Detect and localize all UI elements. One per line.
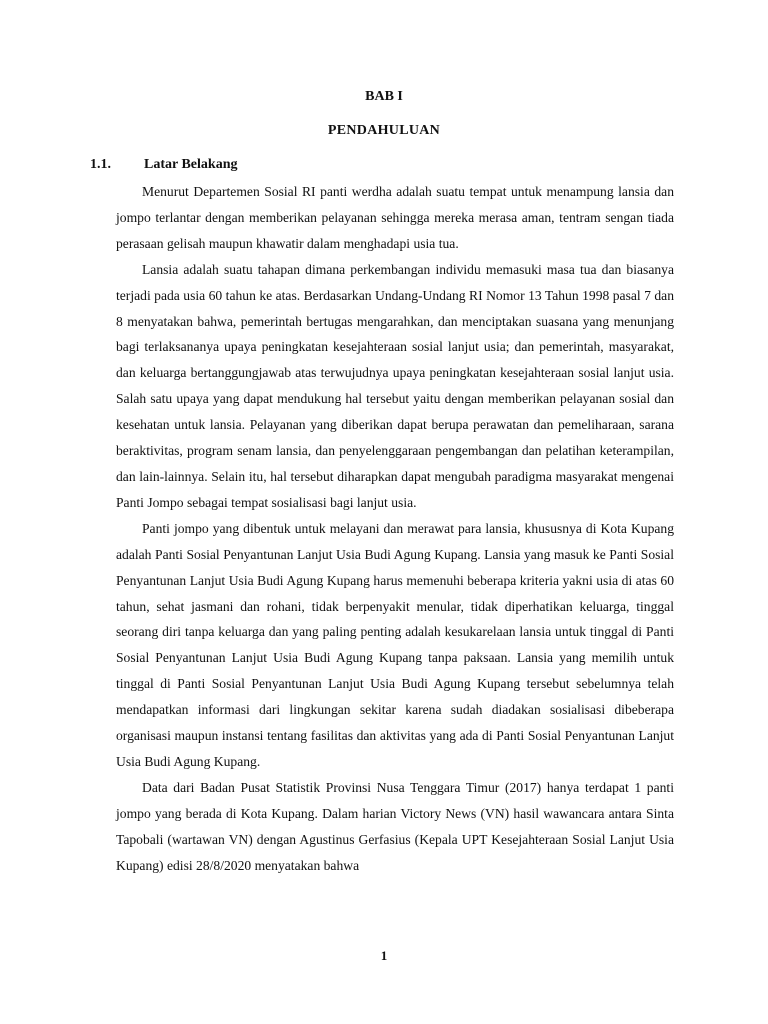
paragraph: Panti jompo yang dibentuk untuk melayani dan merawat para lansia, khususnya di Kota Kupang adalah Panti Sosial Penyantunan Lanjut Usia Budi Agung Kupang. Lansia yang masuk ke Panti Sosial Penyantunan Lanjut Usia Budi Agung Kupang harus memenuhi beberapa kriteria yakni usia di atas 60 tahun, sehat jasmani dan rohani, tidak berpenyakit menular, tidak diperhatikan keluarga, tinggal seorang diri tanpa keluarga dan yang paling penting adalah kesukarelaan lansia untuk tinggal di Panti Sosial Penyantunan Lanjut Usia Budi Agung Kupang tanpa paksaan. Lansia yang memilih untuk tinggal di Panti Sosial Penyantunan Lanjut Usia Budi Agung Kupang tersebut sebelumnya telah mendapatkan informasi dari lingkungan sekitar karena sudah diadakan sosialisasi dibeberapa organisasi maupun instansi tentang fasilitas dan aktivitas yang ada di Panti Sosial Penyantunan Lanjut Usia Budi Agung Kupang. [116, 520, 674, 769]
chapter-title: PENDAHULUAN [327, 123, 441, 138]
chapter-number: BAB I [365, 89, 403, 104]
paragraph: Data dari Badan Pusat Statistik Provinsi Nusa Tenggara Timur (2017) hanya terdapat 1 panti jompo yang berada di Kota Kupang. Dalam harian Victory News (VN) hasil wawancara antara Sinta Tapobali (wartawan VN) dengan Agustinus Gerfasius (Kepala UPT Kesejahteraan Sosial Lanjut Usia Kupang) edisi 28/8/2020 menyatakan bahwa [116, 779, 674, 873]
body-text [116, 179, 674, 878]
paragraph: Menurut Departemen Sosial RI panti werdha adalah suatu tempat untuk menampung lansia dan jompo terlantar dengan memberikan pelayanan sehingga mereka merasa aman, tentram sengan tiada perasaan gelisah maupun khawatir dalam menghadapi usia tua. [116, 184, 674, 251]
page-number: 1 [380, 948, 388, 963]
section-title: Latar Belakang [144, 157, 238, 172]
section-heading [90, 157, 237, 173]
paragraph: Lansia adalah suatu tahapan dimana perkembangan individu memasuki masa tua dan biasanya terjadi pada usia 60 tahun ke atas. Berdasarkan Undang-Undang RI Nomor 13 Tahun 1998 pasal 7 dan 8 menyatakan bahwa, pemerintah bertugas mengarahkan, dan menciptakan suasana yang menunjang bagi terlaksananya upaya peningkatan kesejahteraan sosial lanjut usia; dan pemerintah, masyarakat, dan keluarga bertanggungjawab atas terwujudnya upaya peningkatan kesejahteraan sosial lanjut usia. Salah satu upaya yang dapat mendukung hal tersebut yaitu dengan memberikan pelayanan sosial dan kesehatan untuk lansia. Pelayanan yang diberikan dapat berupa perawatan dan pemeliharaan, sarana beraktivitas, program senam lansia, dan penyelenggaraan pengembangan dan pelatihan keterampilan, dan lain-lainnya. Selain itu, hal tersebut diharapkan dapat mengubah paradigma masyarakat mengenai Panti Jompo sebagai tempat sosialisasi bagi lanjut usia. [116, 261, 674, 510]
section-number: 1.1. [90, 157, 111, 172]
